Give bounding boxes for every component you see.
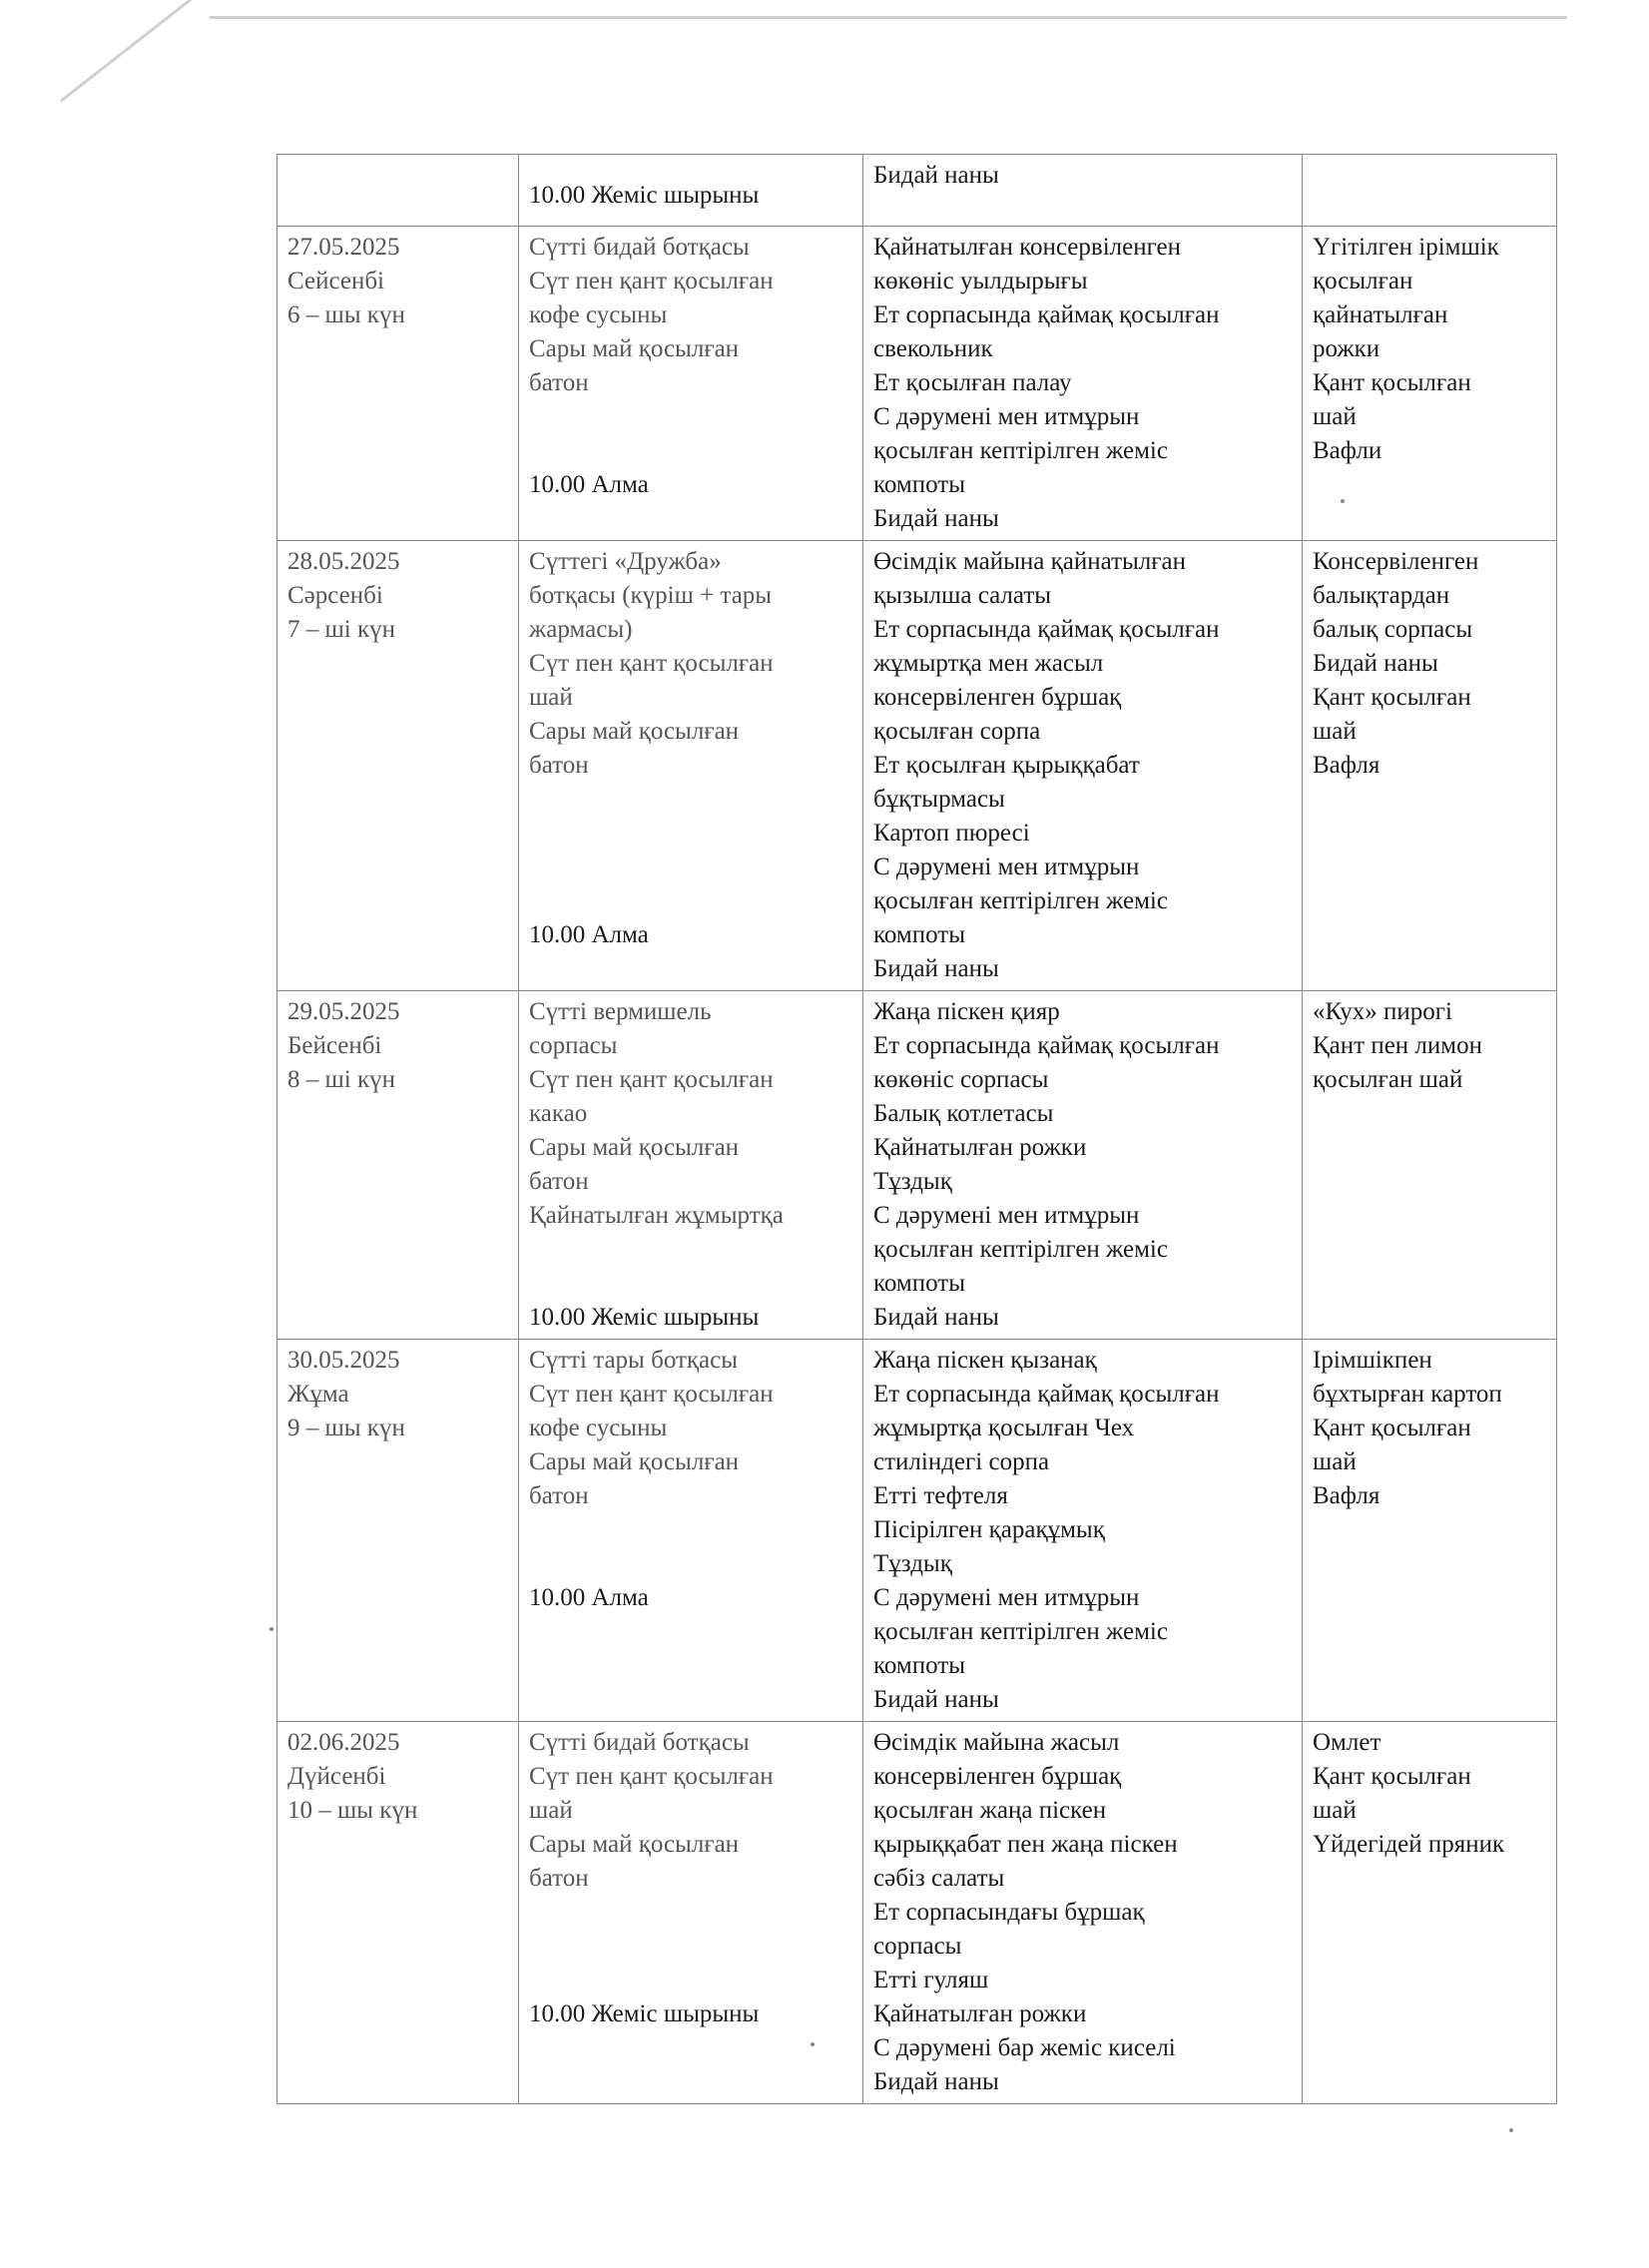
breakfast-item: батон <box>529 1482 589 1509</box>
scan-edge-top <box>210 16 1567 19</box>
dinner-item: шай <box>1313 1797 1357 1824</box>
breakfast-item: батон <box>529 369 589 396</box>
day-cell <box>277 541 519 991</box>
snack-time-item: 10.00 Алма <box>529 1584 649 1611</box>
menu-row <box>277 227 1557 541</box>
breakfast-item: шай <box>529 1797 573 1824</box>
menu-row <box>277 1722 1557 2104</box>
dinner-item: Вафля <box>1313 1482 1380 1509</box>
dinner-item: қосылған <box>1313 268 1413 294</box>
lunch-item: С дәрумені бар жеміс киселі <box>873 2034 1176 2061</box>
cell-spacer <box>529 850 852 884</box>
dinner-item: Үгітілген ірімшік <box>1313 234 1499 261</box>
lunch-item: Қайнатылған консервіленген <box>873 234 1182 261</box>
dinner-cell <box>1303 1340 1557 1722</box>
dinner-item: шай <box>1313 403 1357 430</box>
lunch-item: Бидай наны <box>873 1686 999 1713</box>
lunch-item: қосылған жаңа піскен <box>873 1797 1107 1824</box>
lunch-item: көкөніс сорпасы <box>873 1066 1049 1093</box>
day-weekday: Жұма <box>287 1381 349 1408</box>
dinner-item: Қант пен лимон <box>1313 1032 1482 1059</box>
breakfast-item: Сүт пен қант қосылған <box>529 650 774 677</box>
breakfast-item: Сүттегі «Дружба» <box>529 548 722 575</box>
dinner-item: Қант қосылған <box>1313 1415 1471 1441</box>
lunch-item: консервіленген бұршақ <box>873 1763 1122 1790</box>
dinner-item: рожки <box>1313 335 1380 362</box>
lunch-item: Бидай наны <box>873 955 999 982</box>
lunch-item: Тұздық <box>873 1550 952 1577</box>
cell-spacer <box>529 1964 852 1997</box>
breakfast-item: Сүтті бидай ботқасы <box>529 1729 750 1756</box>
lunch-item: қосылған кептірілген жеміс <box>873 1618 1168 1645</box>
breakfast-item: Сары май қосылған <box>529 335 740 362</box>
scan-speck <box>1341 499 1345 503</box>
breakfast-item: Сүт пен қант қосылған <box>529 1763 774 1790</box>
lunch-item: Қайнатылған рожки <box>873 1134 1087 1161</box>
scan-speck <box>1509 2128 1513 2132</box>
lunch-item: көкөніс уылдырығы <box>873 268 1088 294</box>
dinner-item: Қант қосылған <box>1313 684 1471 711</box>
lunch-item: Жаңа піскен қызанақ <box>873 1347 1097 1374</box>
lunch-item: Ет сорпасында қаймақ қосылған <box>873 301 1220 328</box>
lunch-item: қосылған кептірілген жеміс <box>873 887 1168 914</box>
breakfast-cell <box>519 1722 863 2104</box>
breakfast-item: сорпасы <box>529 1032 618 1059</box>
breakfast-item: какао <box>529 1100 588 1127</box>
dinner-item: қайнатылған <box>1313 301 1448 328</box>
menu-row <box>277 155 1557 227</box>
dinner-cell <box>1303 541 1557 991</box>
cell-spacer <box>529 884 852 918</box>
lunch-item: Ет қосылған палау <box>873 369 1072 396</box>
dinner-item: қосылған шай <box>1313 1066 1463 1093</box>
breakfast-item: Сүт пен қант қосылған <box>529 268 774 294</box>
lunch-item: Ет сорпасында қаймақ қосылған <box>873 616 1220 643</box>
dinner-item: шай <box>1313 1448 1357 1475</box>
lunch-item: консервіленген бұршақ <box>873 684 1122 711</box>
breakfast-item: ботқасы (күріш + тары <box>529 582 773 609</box>
lunch-item: Ет сорпасында қаймақ қосылған <box>873 1032 1220 1059</box>
dinner-cell <box>1303 155 1557 227</box>
cell-spacer <box>529 1233 852 1267</box>
day-cell <box>277 1722 519 2104</box>
lunch-item: свекольник <box>873 335 993 362</box>
breakfast-item: шай <box>529 684 573 711</box>
lunch-item: Ет қосылған қырыққабат <box>873 752 1140 779</box>
lunch-item: Ет сорпасындағы бұршақ <box>873 1899 1145 1926</box>
lunch-item: Бидай наны <box>873 1304 999 1331</box>
day-weekday: Сәрсенбі <box>287 582 383 609</box>
cell-spacer <box>529 783 852 817</box>
breakfast-item: Сүтті тары ботқасы <box>529 1347 739 1374</box>
lunch-item: қосылған сорпа <box>873 718 1041 745</box>
lunch-item: қызылша салаты <box>873 582 1052 609</box>
lunch-item: стиліндегі сорпа <box>873 1448 1050 1475</box>
lunch-item: С дәрумені мен итмұрын <box>873 1584 1140 1611</box>
lunch-item: С дәрумені мен итмұрын <box>873 853 1140 880</box>
day-number: 7 – ші күн <box>287 616 395 643</box>
dinner-item: Қант қосылған <box>1313 369 1471 396</box>
breakfast-item: Сары май қосылған <box>529 1831 740 1858</box>
lunch-item: С дәрумені мен итмұрын <box>873 403 1140 430</box>
day-weekday: Сейсенбі <box>287 268 384 294</box>
snack-time-item: 10.00 Алма <box>529 921 649 948</box>
snack-time-item: 10.00 Жеміс шырыны <box>529 182 760 209</box>
day-cell <box>277 1340 519 1722</box>
dinner-item: Омлет <box>1313 1729 1381 1756</box>
dinner-item: Бидай наны <box>1313 650 1438 677</box>
cell-spacer <box>529 1513 852 1547</box>
dinner-item: Үйдегідей пряник <box>1313 1831 1505 1858</box>
lunch-item: компоты <box>873 921 965 948</box>
scan-speck <box>811 2042 815 2046</box>
lunch-cell <box>863 541 1303 991</box>
day-number: 6 – шы күн <box>287 301 405 328</box>
breakfast-item: Қайнатылған жұмыртқа <box>529 1202 784 1229</box>
lunch-item: жұмыртқа мен жасыл <box>873 650 1104 677</box>
snack-time-item: 10.00 Алма <box>529 471 649 498</box>
lunch-item: Етті тефтеля <box>873 1482 1008 1509</box>
cell-spacer <box>529 1547 852 1581</box>
breakfast-item: кофе сусыны <box>529 1415 668 1441</box>
lunch-cell <box>863 991 1303 1340</box>
lunch-cell <box>863 155 1303 227</box>
menu-table <box>276 154 1557 2104</box>
breakfast-item: кофе сусыны <box>529 301 668 328</box>
dinner-item: шай <box>1313 718 1357 745</box>
breakfast-item: батон <box>529 752 589 779</box>
breakfast-item: Сүт пен қант қосылған <box>529 1066 774 1093</box>
day-weekday: Дүйсенбі <box>287 1763 386 1790</box>
lunch-item: компоты <box>873 1270 965 1297</box>
dinner-cell <box>1303 227 1557 541</box>
day-date: 02.06.2025 <box>287 1729 400 1756</box>
breakfast-item: Сары май қосылған <box>529 718 740 745</box>
day-weekday: Бейсенбі <box>287 1032 382 1059</box>
lunch-cell <box>863 227 1303 541</box>
cell-spacer <box>529 1267 852 1301</box>
lunch-item: қосылған кептірілген жеміс <box>873 1236 1168 1263</box>
menu-row <box>277 541 1557 991</box>
lunch-item: компоты <box>873 471 965 498</box>
day-date: 30.05.2025 <box>287 1347 400 1374</box>
dinner-item: Вафли <box>1313 437 1382 464</box>
menu-table-body <box>277 155 1557 2104</box>
lunch-item: Қайнатылған рожки <box>873 2000 1087 2027</box>
scan-edge-fold <box>60 0 235 102</box>
cell-spacer <box>529 817 852 850</box>
lunch-item: бұқтырмасы <box>873 786 1005 813</box>
day-cell <box>277 227 519 541</box>
lunch-item: қосылған кептірілген жеміс <box>873 437 1168 464</box>
breakfast-item: батон <box>529 1168 589 1195</box>
lunch-item: Ет сорпасында қаймақ қосылған <box>873 1381 1220 1408</box>
lunch-item: Бидай наны <box>873 162 999 189</box>
lunch-cell <box>863 1340 1303 1722</box>
cell-spacer <box>529 434 852 468</box>
lunch-item: қырыққабат пен жаңа піскен <box>873 1831 1178 1858</box>
breakfast-cell <box>519 991 863 1340</box>
lunch-item: С дәрумені мен итмұрын <box>873 1202 1140 1229</box>
menu-row <box>277 991 1557 1340</box>
lunch-item: Жаңа піскен қияр <box>873 998 1060 1025</box>
lunch-item: Пісірілген қарақұмық <box>873 1516 1105 1543</box>
lunch-item: Өсімдік майына қайнатылған <box>873 548 1187 575</box>
lunch-item: компоты <box>873 1652 965 1679</box>
snack-time-item: 10.00 Жеміс шырыны <box>529 1304 760 1331</box>
breakfast-item: Сүт пен қант қосылған <box>529 1381 774 1408</box>
breakfast-item: батон <box>529 1865 589 1892</box>
day-date: 27.05.2025 <box>287 234 400 261</box>
dinner-item: «Кух» пирогі <box>1313 998 1453 1025</box>
dinner-item: Консервіленген <box>1313 548 1479 575</box>
breakfast-item: Сүтті бидай ботқасы <box>529 234 750 261</box>
breakfast-item: Сары май қосылған <box>529 1134 740 1161</box>
snack-time-item: 10.00 Жеміс шырыны <box>529 2000 760 2027</box>
cell-spacer <box>529 1896 852 1930</box>
day-date: 28.05.2025 <box>287 548 400 575</box>
day-number: 8 – ші күн <box>287 1066 395 1093</box>
dinner-item: Вафля <box>1313 752 1380 779</box>
breakfast-item: Сары май қосылған <box>529 1448 740 1475</box>
breakfast-cell <box>519 227 863 541</box>
breakfast-item: жармасы) <box>529 616 633 643</box>
dinner-cell <box>1303 991 1557 1340</box>
menu-row <box>277 1340 1557 1722</box>
breakfast-cell <box>519 541 863 991</box>
dinner-cell <box>1303 1722 1557 2104</box>
lunch-item: Тұздық <box>873 1168 952 1195</box>
dinner-item: балық сорпасы <box>1313 616 1473 643</box>
day-cell <box>277 155 519 227</box>
cell-spacer <box>529 1930 852 1964</box>
dinner-item: Ірімшікпен <box>1313 1347 1432 1374</box>
lunch-item: Өсімдік майына жасыл <box>873 1729 1120 1756</box>
day-number: 10 – шы күн <box>287 1797 418 1824</box>
day-date: 29.05.2025 <box>287 998 400 1025</box>
dinner-item: балықтардан <box>1313 582 1450 609</box>
lunch-item: сәбіз салаты <box>873 1865 1005 1892</box>
breakfast-cell <box>519 1340 863 1722</box>
breakfast-item: Сүтті вермишель <box>529 998 712 1025</box>
breakfast-cell <box>519 155 863 227</box>
day-cell <box>277 991 519 1340</box>
cell-spacer <box>529 400 852 434</box>
lunch-cell <box>863 1722 1303 2104</box>
day-number: 9 – шы күн <box>287 1415 405 1441</box>
lunch-item: Картоп пюресі <box>873 820 1030 847</box>
dinner-item: Қант қосылған <box>1313 1763 1471 1790</box>
lunch-item: жұмыртқа қосылған Чех <box>873 1415 1135 1441</box>
lunch-item: Етті гуляш <box>873 1967 989 1993</box>
lunch-item: Балық котлетасы <box>873 1100 1054 1127</box>
dinner-item: бұхтырған картоп <box>1313 1381 1502 1408</box>
lunch-item: сорпасы <box>873 1933 962 1960</box>
scan-speck <box>270 1627 274 1631</box>
lunch-item: Бидай наны <box>873 505 999 532</box>
lunch-item: Бидай наны <box>873 2068 999 2095</box>
